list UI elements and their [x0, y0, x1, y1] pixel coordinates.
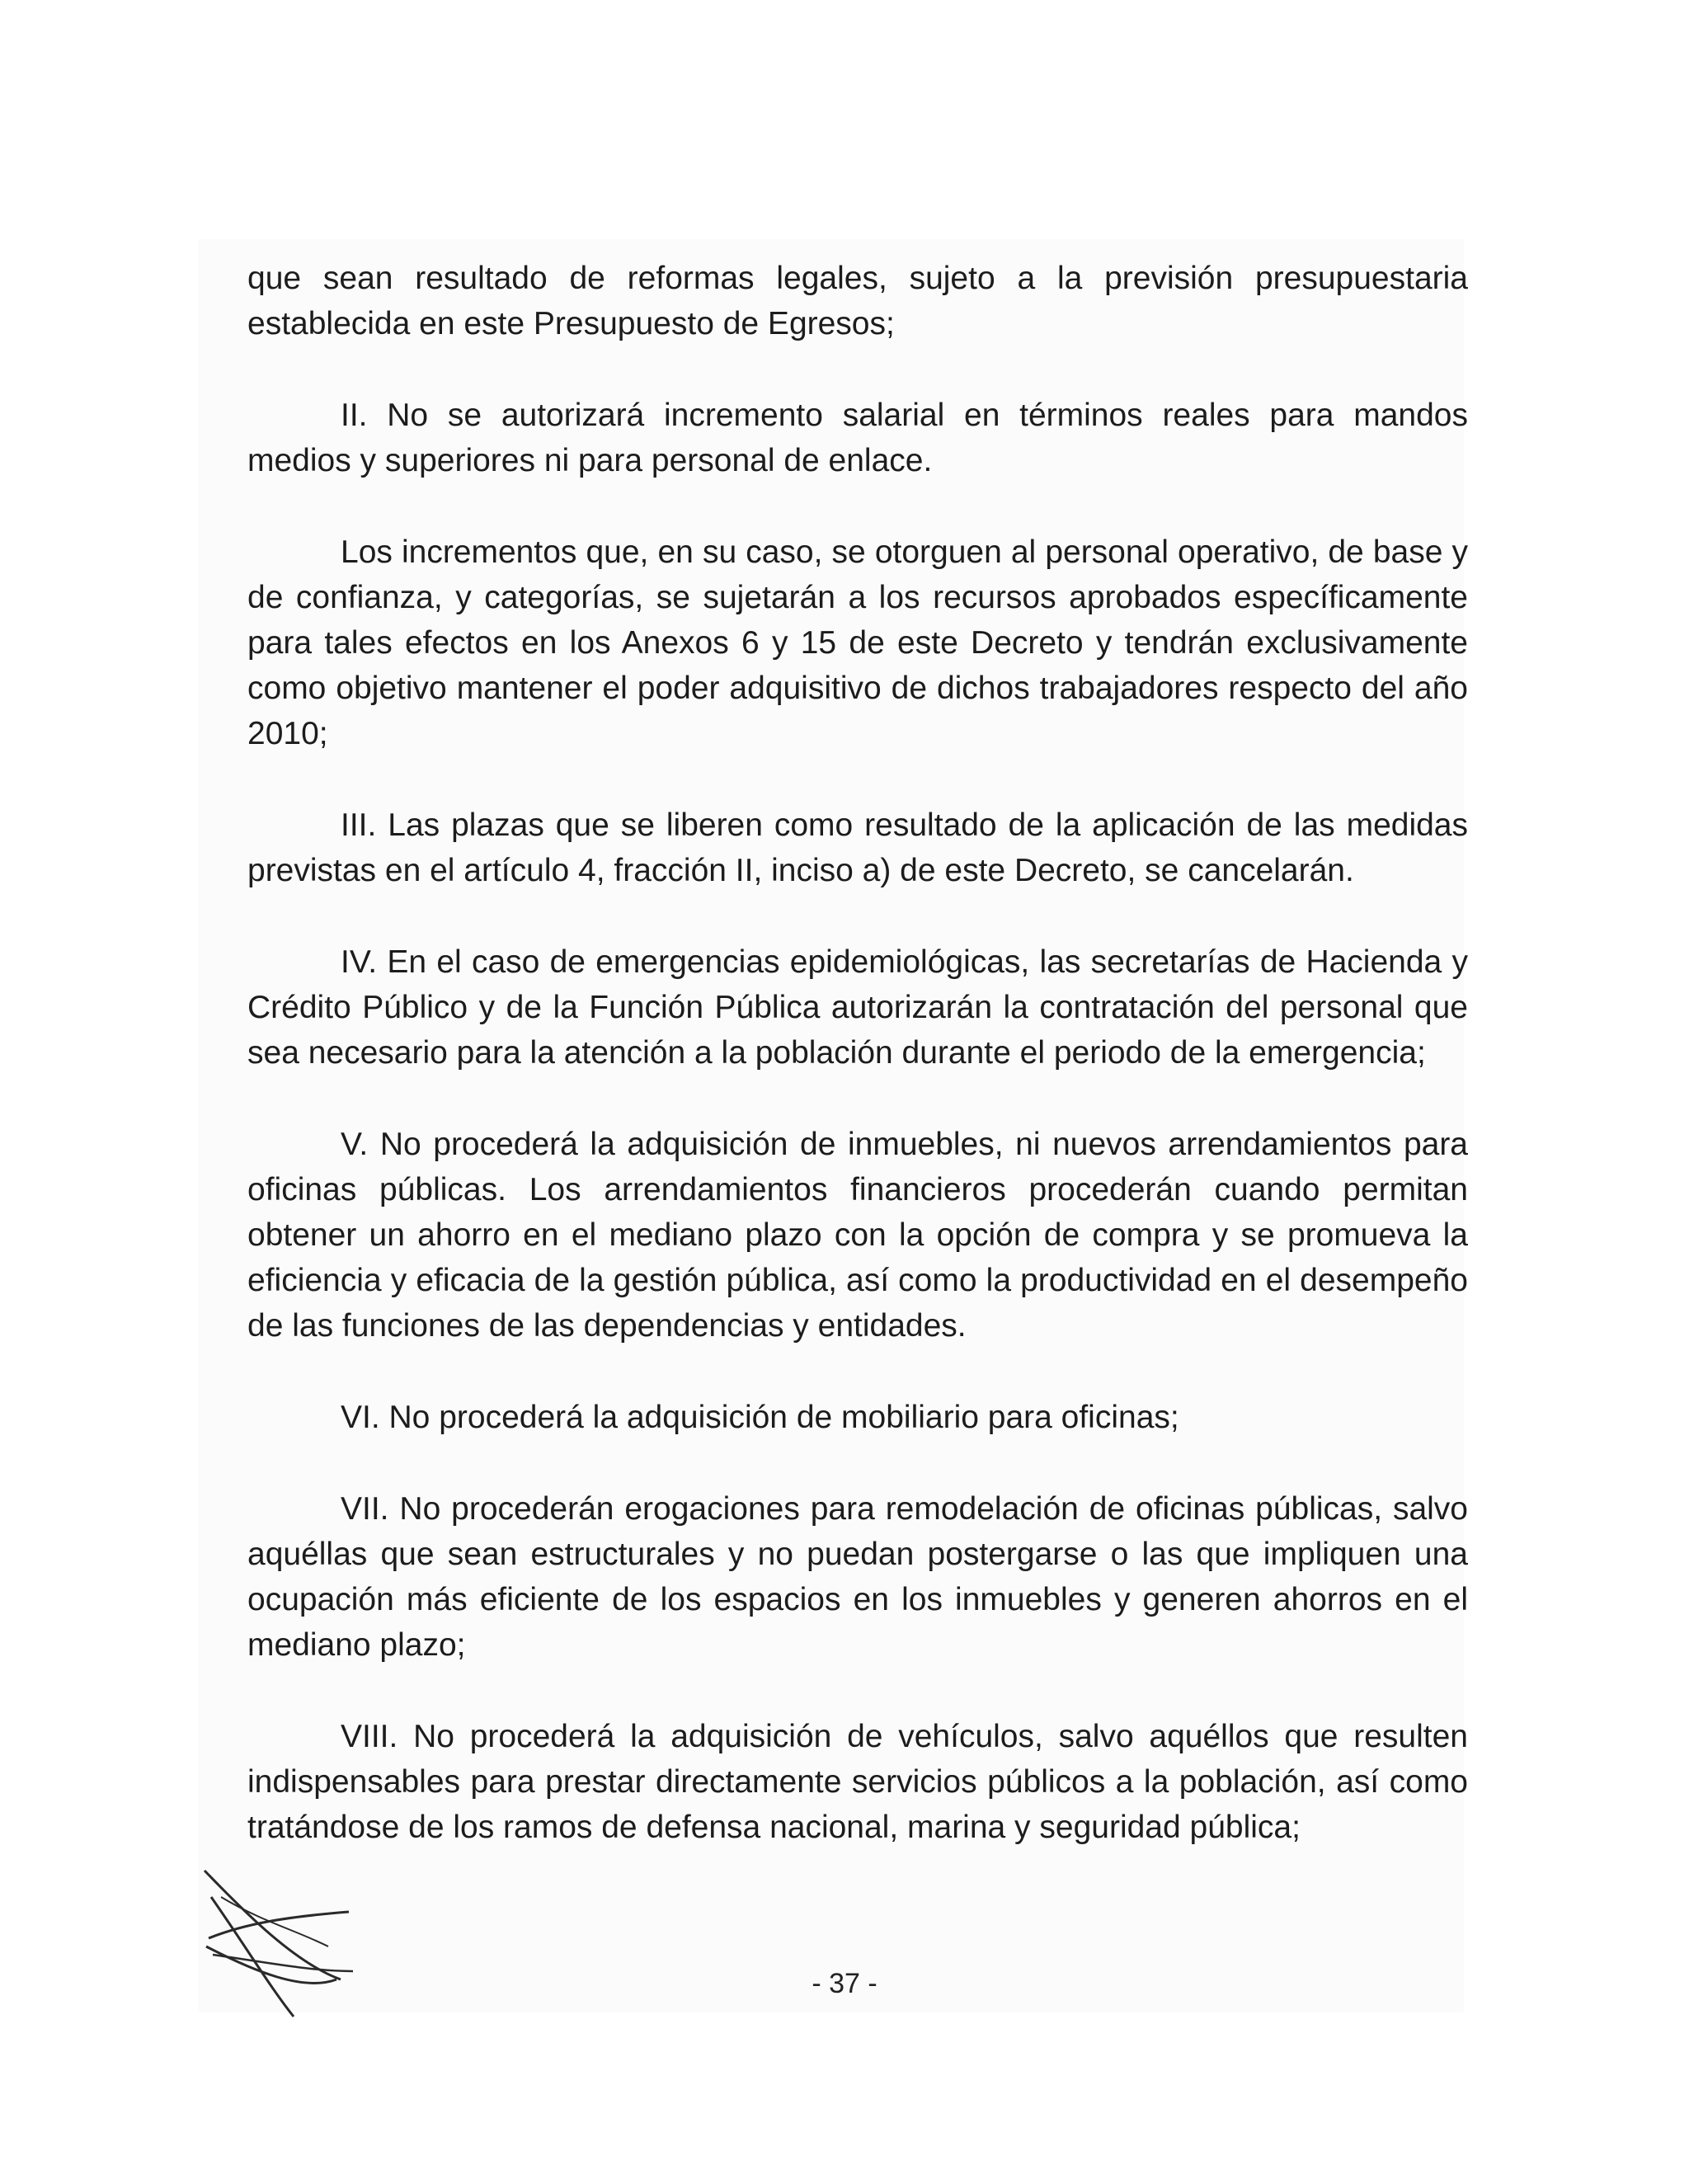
- page-number: - 37 -: [812, 1968, 877, 1999]
- paragraph-fraction-ii: II. No se autorizará incremento salarial en términos reales para mandos medios y superiores ni para personal de enlace.: [247, 398, 1468, 478]
- document-body: [247, 256, 1468, 1850]
- paragraph-fraction-v: V. No procederá la adquisición de inmuebles, ni nuevos arrendamientos para oficinas públicas. Los arrendamientos financieros procederán cuando permitan obtener un ahorro en el mediano plazo con la opción de compra y se promueva la eficiencia y eficacia de la gestión pública, así como la productividad en el desempeño de las funciones de las dependencias y entidades.: [247, 1127, 1468, 1344]
- paragraph-fraction-vii: VII. No procederán erogaciones para remodelación de oficinas públicas, salvo aquéllas que sean estructurales y no puedan postergarse o las que impliquen una ocupación más eficiente de los espacios en los inmuebles y generen ahorros en el mediano plazo;: [247, 1491, 1468, 1663]
- paragraph-fraction-iii: III. Las plazas que se liberen como resultado de la aplicación de las medidas previstas en el artículo 4, fracción II, inciso a) de este Decreto, se cancelarán.: [247, 807, 1468, 888]
- paragraph-continuation: que sean resultado de reformas legales, sujeto a la previsión presupuestaria establecida en este Presupuesto de Egresos;: [247, 261, 1468, 341]
- paragraph-fraction-viii: VIII. No procederá la adquisición de vehículos, salvo aquéllos que resulten indispensables para prestar directamente servicios públicos a la población, así como tratándose de los ramos de defensa nacional, marina y seguridad pública;: [247, 1719, 1468, 1845]
- paragraph-fraction-vi: VI. No procederá la adquisición de mobiliario para oficinas;: [341, 1400, 1179, 1435]
- paragraph-increments: Los incrementos que, en su caso, se otorguen al personal operativo, de base y de confianza, y categorías, se sujetarán a los recursos aprobados específicamente para tales efectos en los Anexos 6 y 15 de este Decreto y tendrán exclusivamente como objetivo mantener el poder adquisitivo de dichos trabajadores respecto del año 2010;: [247, 534, 1468, 751]
- paragraph-fraction-iv: IV. En el caso de emergencias epidemiológicas, las secretarías de Hacienda y Crédito Público y de la Función Pública autorizarán la contratación del personal que sea necesario para la atención a la población durante el periodo de la emergencia;: [247, 944, 1468, 1071]
